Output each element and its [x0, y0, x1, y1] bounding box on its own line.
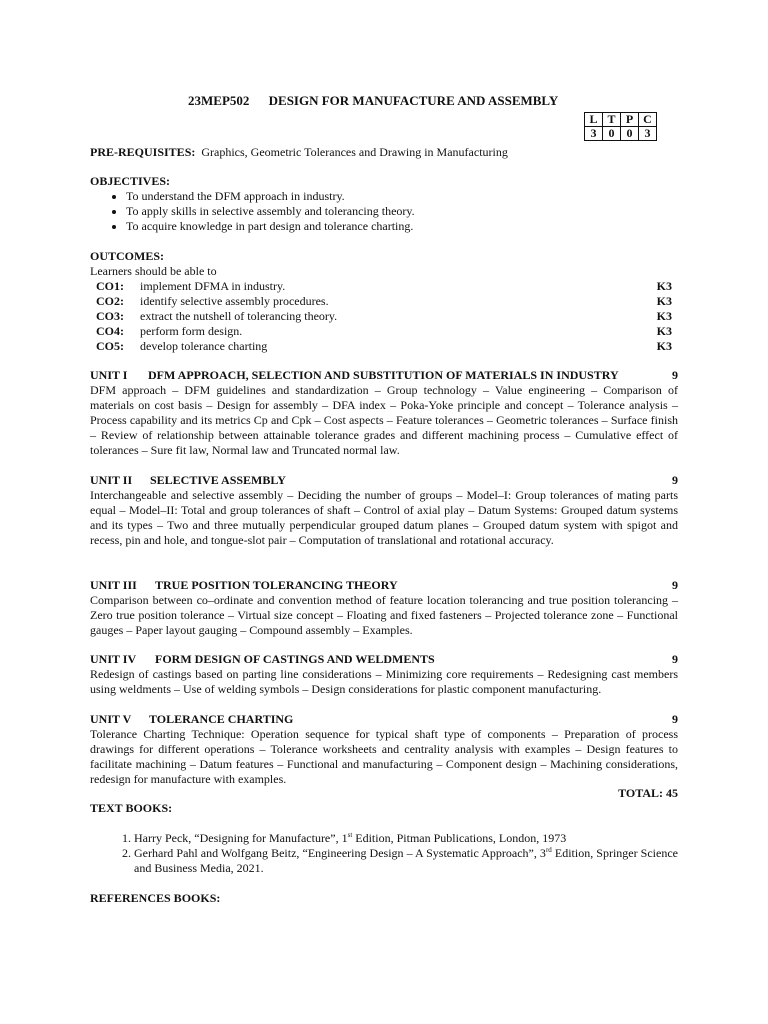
objectives-list	[104, 189, 686, 234]
unit-hours: 9	[672, 652, 678, 666]
objective-item: • To acquire knowledge in part design and tolerance charting.	[126, 219, 686, 234]
outcome-level: K3	[656, 339, 672, 353]
unit-title: TRUE POSITION TOLERANCING THEORY	[155, 578, 398, 592]
outcome-level: K3	[656, 324, 672, 338]
textbook-text: Harry Peck, “Designing for Manufacture”, 1	[134, 831, 348, 845]
outcome-row	[96, 339, 678, 354]
outcome-code: CO4:	[96, 324, 124, 338]
ltpc-value-l: 3	[585, 127, 603, 141]
edition-superscript: st	[347, 831, 353, 839]
outcome-text: extract the nutshell of tolerancing theory.	[140, 309, 338, 323]
unit-label: UNIT V	[90, 712, 132, 726]
unit-title: FORM DESIGN OF CASTINGS AND WELDMENTS	[155, 652, 435, 666]
outcome-code: CO5:	[96, 339, 124, 353]
course-name: DESIGN FOR MANUFACTURE AND ASSEMBLY	[268, 93, 559, 108]
unit-3-body: Comparison between co–ordinate and convention method of feature location tolerancing and true position tolerancing – Zero true position tolerance – Virtual size concept – Floating and fixed fasteners – Projected tolerance zone – Functional gauges – Paper layout gauging – Compound assembly – Examples.	[90, 593, 678, 637]
unit-label: UNIT III	[90, 578, 137, 592]
unit-5-heading	[90, 712, 678, 727]
ltpc-header-l: L	[585, 113, 603, 127]
outcome-text: develop tolerance charting	[140, 339, 268, 353]
ltpc-value-row	[585, 127, 657, 141]
outcome-row	[96, 294, 678, 309]
ltpc-value-t: 0	[603, 127, 621, 141]
prerequisites	[90, 145, 678, 160]
ltpc-value-c: 3	[639, 127, 657, 141]
textbook-item	[134, 846, 678, 876]
outcome-row	[96, 279, 678, 294]
textbooks-list	[112, 831, 678, 876]
unit-title: SELECTIVE ASSEMBLY	[150, 473, 286, 487]
ltpc-value-p: 0	[621, 127, 639, 141]
prerequisites-text: Graphics, Geometric Tolerances and Drawing in Manufacturing	[201, 145, 508, 159]
objective-item: • To apply skills in selective assembly and tolerancing theory.	[126, 204, 686, 219]
ltpc-header-c: C	[639, 113, 657, 127]
prerequisites-label: PRE-REQUISITES:	[90, 145, 196, 159]
outcomes-lead: Learners should be able to	[90, 264, 217, 278]
unit-3-heading	[90, 578, 678, 593]
ltpc-header-t: T	[603, 113, 621, 127]
outcome-level: K3	[656, 279, 672, 293]
unit-1-heading	[90, 368, 678, 383]
unit-title: TOLERANCE CHARTING	[149, 712, 294, 726]
objectives-heading: OBJECTIVES:	[90, 174, 171, 188]
textbook-text-rest: Edition, Pitman Publications, London, 1973	[352, 831, 567, 845]
unit-label: UNIT IV	[90, 652, 137, 666]
unit-hours: 9	[672, 473, 678, 487]
textbook-text-rest: Edition, Springer Science and Business Media, 2021.	[134, 846, 678, 875]
unit-label: UNIT I	[90, 368, 128, 382]
outcome-text: implement DFMA in industry.	[140, 279, 286, 293]
outcome-row	[96, 309, 678, 324]
unit-hours: 9	[672, 712, 678, 726]
unit-hours: 9	[672, 578, 678, 592]
unit-2-heading	[90, 473, 678, 488]
unit-1-body: DFM approach – DFM guidelines and standardization – Group technology – Value engineering – Comparison of materials on cost basis – Design for assembly – DFA index – Poka-Yoke principle and concept – Tolerance analysis – Process capability and its metrics Cp and Cpk – Cost aspects – Feature tolerances – Geometric tolerances – Surface finish – Review of relationship between attainable tolerance grades and different machining process – Cumulative effect of tolerances – Sure fit law, Normal law and Truncated normal law.	[90, 383, 678, 457]
outcome-code: CO3:	[96, 309, 124, 323]
textbooks-heading: TEXT BOOKS:	[90, 801, 173, 815]
outcome-text: identify selective assembly procedures.	[140, 294, 329, 308]
outcome-text: perform form design.	[140, 324, 243, 338]
total-hours: TOTAL: 45	[618, 786, 678, 800]
textbook-text: Gerhard Pahl and Wolfgang Beitz, “Engineering Design – A Systematic Approach”, 3	[134, 846, 546, 860]
course-code: 23MEP502	[188, 93, 250, 108]
ltpc-table	[584, 112, 657, 141]
outcome-code: CO2:	[96, 294, 124, 308]
unit-4-body: Redesign of castings based on parting line considerations – Minimizing core requirements – Redesigning cast members using weldments – Use of welding symbols – Design considerations for plastic component manufacturing.	[90, 667, 678, 696]
unit-2-body: Interchangeable and selective assembly – Deciding the number of groups – Model–I: Group tolerances of mating parts equal – Model–II: Total and group tolerances of shaft – Control of axial play – Datum Systems: Grouped datum systems and its types – Two and three mutually perpendicular grouped datum planes – Grouped datum system with spigot and recess, pin and hole, and tongue-slot pair – Computation of translational and rotational accuracy.	[90, 488, 678, 547]
unit-5-body: Tolerance Charting Technique: Operation sequence for typical shaft type of components – Preparation of process drawings for different operations – Tolerance worksheets and centrality analysis with examples – Design features to facilitate machining – Datum features – Functional and manufacturing – Component design – Machining considerations, redesign for manufacture with examples.	[90, 727, 678, 786]
textbook-item	[134, 831, 678, 846]
course-title	[188, 93, 558, 108]
unit-title: DFM APPROACH, SELECTION AND SUBSTITUTION OF MATERIALS IN INDUSTRY	[148, 368, 619, 382]
unit-hours: 9	[672, 368, 678, 382]
unit-label: UNIT II	[90, 473, 133, 487]
ltpc-header-p: P	[621, 113, 639, 127]
outcome-level: K3	[656, 294, 672, 308]
references-heading: REFERENCES BOOKS:	[90, 891, 221, 905]
edition-superscript: rd	[545, 846, 552, 854]
outcomes-heading: OUTCOMES:	[90, 249, 165, 263]
unit-4-heading	[90, 652, 678, 667]
outcome-row	[96, 324, 678, 339]
ltpc-header-row	[585, 113, 657, 127]
outcome-level: K3	[656, 309, 672, 323]
outcome-code: CO1:	[96, 279, 124, 293]
objective-item: • To understand the DFM approach in industry.	[126, 189, 686, 204]
